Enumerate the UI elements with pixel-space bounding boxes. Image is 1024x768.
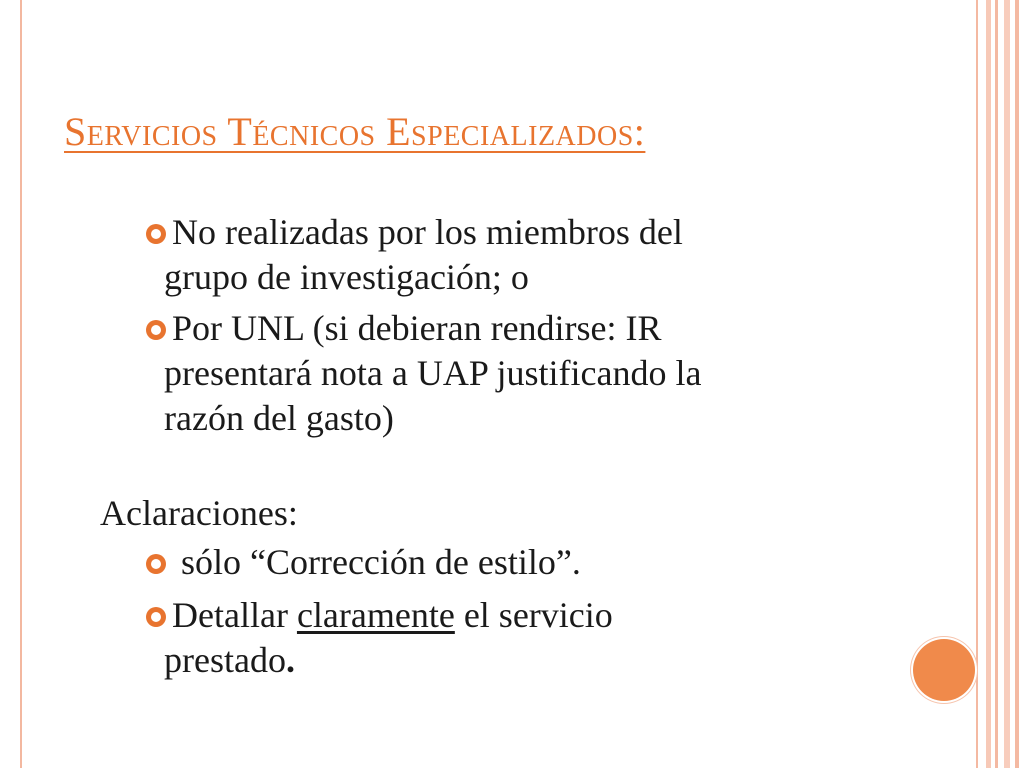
right-frame-line — [986, 0, 991, 768]
bullet-text-line: Por UNL (si debieran rendirse: IR — [172, 308, 662, 348]
right-frame-line — [1015, 0, 1019, 768]
bullet-list-aclaraciones — [100, 540, 940, 683]
right-frame-line — [976, 0, 978, 768]
right-frame-line — [1004, 0, 1010, 768]
list-item — [100, 210, 940, 300]
left-frame-line — [20, 0, 22, 768]
ring-bullet-icon — [146, 320, 166, 340]
list-item — [100, 593, 940, 683]
bullet-text-line: No realizadas por los miembros del — [172, 212, 683, 252]
slide-content — [100, 210, 940, 691]
bullet-list-main — [100, 210, 940, 441]
right-frame-line — [995, 0, 998, 768]
bullet-text-line: sólo “Corrección de estilo”. — [172, 542, 581, 582]
ring-bullet-icon — [146, 224, 166, 244]
list-item — [100, 540, 940, 585]
list-item — [100, 306, 940, 441]
ring-bullet-icon — [146, 607, 166, 627]
bullet-text-line: presentará nota a UAP justificando la — [164, 353, 702, 393]
bullet-text-after: el servicio — [454, 595, 613, 635]
bullet-text-before: Detallar — [172, 595, 297, 635]
aclaraciones-heading: Aclaraciones: — [100, 493, 298, 533]
underlined-word: claramente — [296, 595, 455, 635]
slide-title: Servicios Técnicos Especializados: — [64, 109, 646, 154]
bold-period: . — [285, 640, 295, 680]
ring-bullet-icon — [146, 554, 166, 574]
bullet-text-line2: prestado — [164, 640, 286, 680]
bullet-text-line: razón del gasto) — [164, 398, 394, 438]
bullet-text-line — [164, 638, 940, 683]
bullet-text-line: grupo de investigación; o — [164, 257, 529, 297]
